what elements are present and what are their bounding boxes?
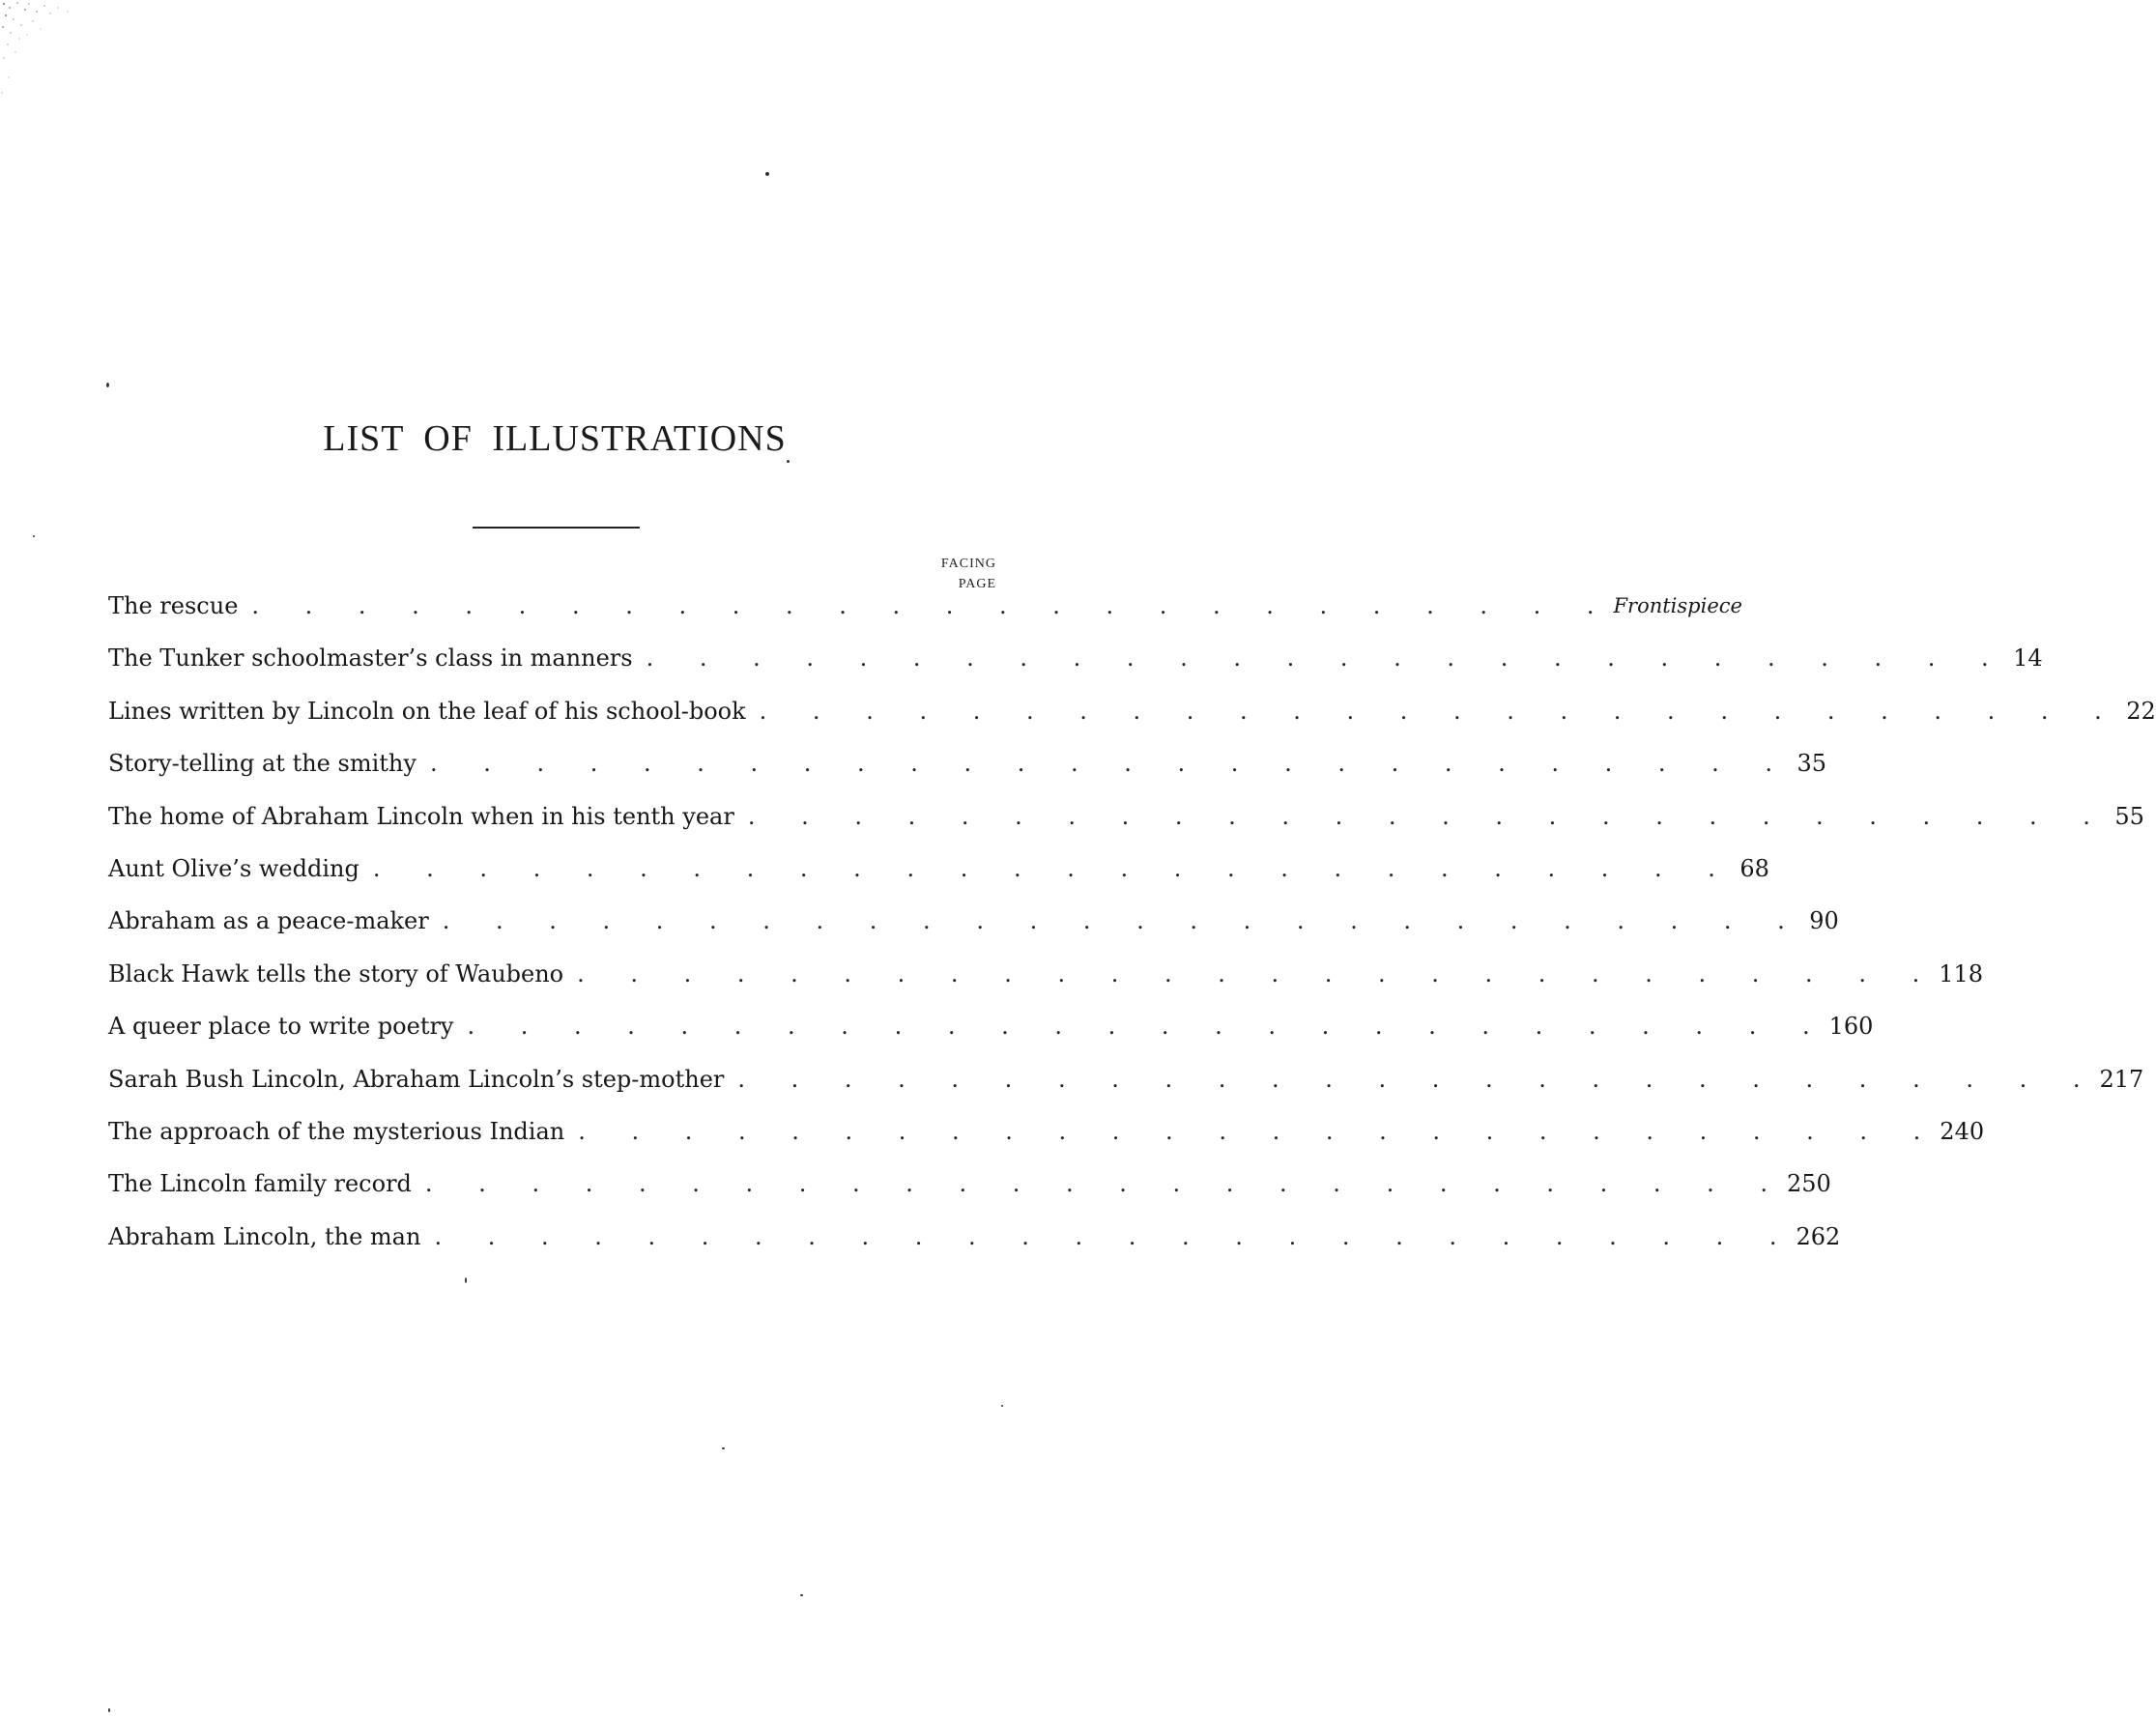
entry-page: 22 [2126, 697, 2156, 725]
dot-leader: . . . . . . . . . . . . . . . . . . . . . . . . . . [467, 1013, 1829, 1041]
list-item [108, 1222, 1841, 1274]
paper-stain [0, 0, 116, 106]
dot-leader: . . . . . . . . . . . . . . . . . . . . . . . . . . [578, 1117, 1940, 1145]
list-item [108, 644, 2043, 696]
entry-title: Story-telling at the smithy [108, 750, 417, 778]
list-item [108, 802, 2144, 854]
entry-title: Aunt Olive’s wedding [108, 854, 359, 882]
facing-header-line2: PAGE [958, 577, 996, 591]
entry-page: 55 [2114, 802, 2144, 830]
dot-leader: . . . . . . . . . . . . . . . . . . . . . . . . . . [424, 1170, 1787, 1198]
dot-leader: . . . . . . . . . . . . . . . . . . . . . . . . . . [442, 907, 1804, 935]
list-item [108, 1117, 1985, 1169]
list-item [108, 1012, 1874, 1064]
entry-title: Abraham as a peace-maker [108, 907, 429, 935]
dot-leader: . . . . . . . . . . . . . . . . . . . . . . . . . . [759, 697, 2121, 725]
facing-page-header [941, 554, 996, 594]
dot-leader: . . . . . . . . . . . . . . . . . . . . . . . . . . [577, 959, 1940, 987]
entry-page: 35 [1797, 750, 1827, 778]
dot-leader: . . . . . . . . . . . . . . . . . . . . . . . . . . [737, 1065, 2100, 1093]
dot-leader: . . . . . . . . . . . . . . . . . . . . . . . . . . [429, 750, 1793, 778]
entry-page: 90 [1809, 907, 1839, 935]
dot-leader: . . . . . . . . . . . . . . . . . . . . . . . . . . [434, 1222, 1797, 1250]
list-item [108, 749, 1827, 801]
page-title: LIST OF ILLUSTRATIONS [323, 418, 787, 459]
entry-page: Frontispiece [1613, 594, 1742, 617]
list-item [108, 959, 1984, 1012]
dot-leader: . . . . . . . . . . . . . . . . . . . . . . . . . . [747, 802, 2110, 830]
dot-leader: . . . . . . . . . . . . . . . . . . . . . . . . . . [251, 592, 1614, 619]
entry-page: 118 [1939, 959, 1984, 987]
entry-page: 240 [1940, 1117, 1985, 1145]
entry-title: The Lincoln family record [108, 1170, 412, 1198]
facing-header-line1: FACING [940, 557, 996, 571]
entry-page: 160 [1828, 1013, 1874, 1041]
ink-speck [106, 383, 109, 387]
entry-title: The Tunker schoolmaster’s class in manners [108, 644, 633, 672]
title-divider [473, 527, 640, 529]
entry-page: 68 [1739, 854, 1769, 882]
entry-page: 262 [1796, 1222, 1841, 1250]
entry-title: Sarah Bush Lincoln, Abraham Lincoln’s step-mother [108, 1065, 725, 1093]
list-item [108, 854, 1769, 906]
list-item [108, 697, 2156, 749]
list-item [108, 1065, 2144, 1117]
dot-leader: . . . . . . . . . . . . . . . . . . . . . . . . . . [372, 854, 1735, 882]
ink-speck [722, 1447, 725, 1449]
ink-speck [1001, 1405, 1003, 1407]
entry-title: The approach of the mysterious Indian [108, 1117, 565, 1145]
illustrations-list [108, 591, 2156, 1274]
entry-title: The rescue [108, 592, 239, 619]
ink-speck [33, 535, 35, 537]
list-item [108, 591, 1742, 644]
ink-speck [108, 1708, 110, 1712]
ink-speck [465, 1277, 467, 1283]
ink-speck [800, 1594, 803, 1596]
entry-title: Lines written by Lincoln on the leaf of his school-book [108, 697, 746, 725]
list-item [108, 1169, 1831, 1221]
entry-page: 14 [2013, 644, 2043, 672]
dot-leader: . . . . . . . . . . . . . . . . . . . . . . . . . . [646, 644, 2008, 672]
entry-page: 250 [1787, 1170, 1831, 1198]
list-item [108, 906, 1839, 959]
entry-title: A queer place to write poetry [108, 1013, 454, 1041]
entry-page: 217 [2099, 1065, 2144, 1093]
entry-title: Black Hawk tells the story of Waubeno [108, 959, 564, 987]
ink-speck [765, 172, 769, 176]
ink-speck [787, 460, 790, 463]
entry-title: Abraham Lincoln, the man [108, 1222, 421, 1250]
entry-title: The home of Abraham Lincoln when in his tenth year [108, 802, 734, 830]
